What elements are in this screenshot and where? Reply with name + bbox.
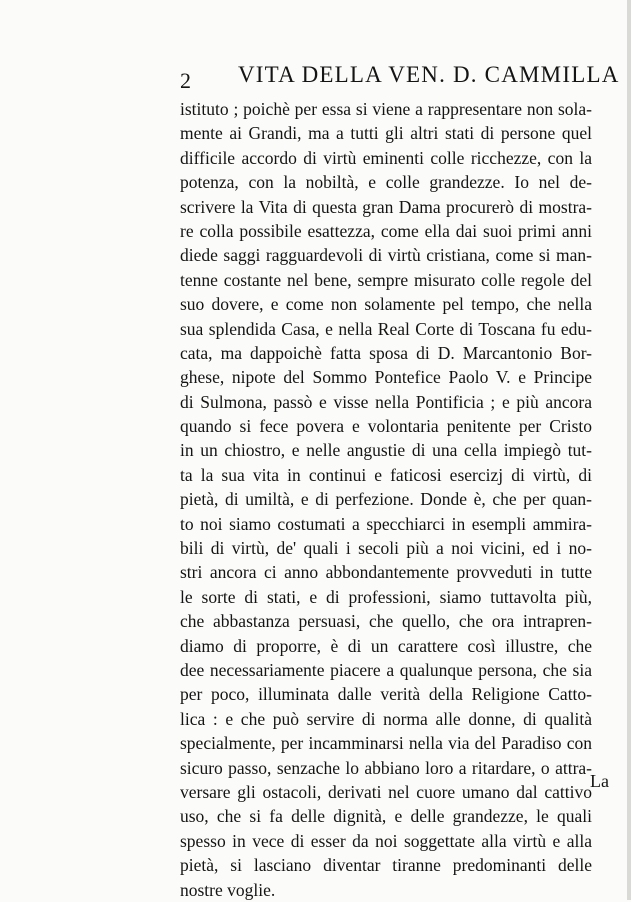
text-line: nostre voglie. xyxy=(180,879,276,900)
text-line: scrivere la Vita di questa gran Dama procurerò di mostra- xyxy=(180,196,592,217)
text-line: spesso in vece di esser da noi soggettate alla virtù e alla xyxy=(180,830,592,851)
text-line: ta la sua vita in continui e faticosi esercizj di virtù, di xyxy=(180,464,592,485)
text-line: cata, ma dappoichè fatta sposa di D. Marcantonio Bor- xyxy=(180,342,592,363)
text-line: uso, che si fa delle dignità, e delle grandezze, le quali xyxy=(180,806,592,827)
text-line: per poco, illuminata dalle verità della Religione Catto- xyxy=(180,684,592,705)
text-line: bili di virtù, de' quali i secoli più a noi vicini, ed i no- xyxy=(180,538,592,559)
running-title: VITA DELLA VEN. D. CAMMILLA xyxy=(238,62,620,87)
text-line: dee necessariamente piacere a qualunque persona, che sia xyxy=(180,659,592,680)
text-line: diede saggi ragguardevoli di virtù cristiana, come si man- xyxy=(180,245,592,266)
text-line: specialmente, per incamminarsi nella via del Paradiso con xyxy=(180,733,592,754)
text-line: stri ancora ci anno abbondantemente provveduti in tutte xyxy=(180,562,592,583)
text-line: lica : e che può servire di norma alle donne, di qualità xyxy=(180,708,592,729)
page-edge xyxy=(627,0,631,900)
text-line: istituto ; poichè per essa si viene a rappresentare non sola- xyxy=(180,99,592,119)
catchword: La xyxy=(590,771,609,791)
text-line: in un chiostro, e nelle angustie di una cella impiegò tut- xyxy=(180,440,592,461)
page-number: 2 xyxy=(180,68,191,93)
text-line: pietà, di umiltà, e di perfezione. Donde è, che per quan- xyxy=(180,489,592,510)
text-line: suo dovere, e come non solamente pel tempo, che nella xyxy=(180,294,592,315)
text-line: to noi siamo costumati a specchiarci in esempli ammira- xyxy=(180,513,592,534)
text-line: quando si fece povera e volontaria penitente per Cristo xyxy=(180,416,592,437)
text-line: diamo di proporre, è di un carattere così illustre, che xyxy=(180,635,592,656)
body-text xyxy=(180,97,592,902)
text-line: sicuro passo, senzache lo abbiano loro a ritardare, o attra- xyxy=(180,757,592,778)
text-line: potenza, con la nobiltà, e colle grandezze. Io nel de- xyxy=(180,172,592,193)
text-line: sua splendida Casa, e nella Real Corte di Toscana fu edu- xyxy=(180,318,592,339)
text-line: re colla possibile esattezza, come ella dai suoi primi anni xyxy=(180,220,592,241)
text-line: che abbastanza persuasi, che quello, che ora intrapren- xyxy=(180,611,592,632)
text-line: le sorte di stati, e di professioni, siamo tuttavolta più, xyxy=(180,586,592,607)
text-line: tenne costante nel bene, sempre misurato colle regole del xyxy=(180,269,592,290)
text-line: mente ai Grandi, ma a tutti gli altri stati di persone quel xyxy=(180,123,592,144)
text-line: difficile accordo di virtù eminenti colle ricchezze, con la xyxy=(180,147,592,168)
text-line: di Sulmona, passò e visse nella Pontificia ; e più ancora xyxy=(180,391,592,412)
text-line: ghese, nipote del Sommo Pontefice Paolo V. e Principe xyxy=(180,367,592,388)
text-line: pietà, si lasciano diventar tiranne predominanti delle xyxy=(180,855,592,876)
text-line: versare gli ostacoli, derivati nel cuore umano dal cattivo xyxy=(180,781,592,802)
